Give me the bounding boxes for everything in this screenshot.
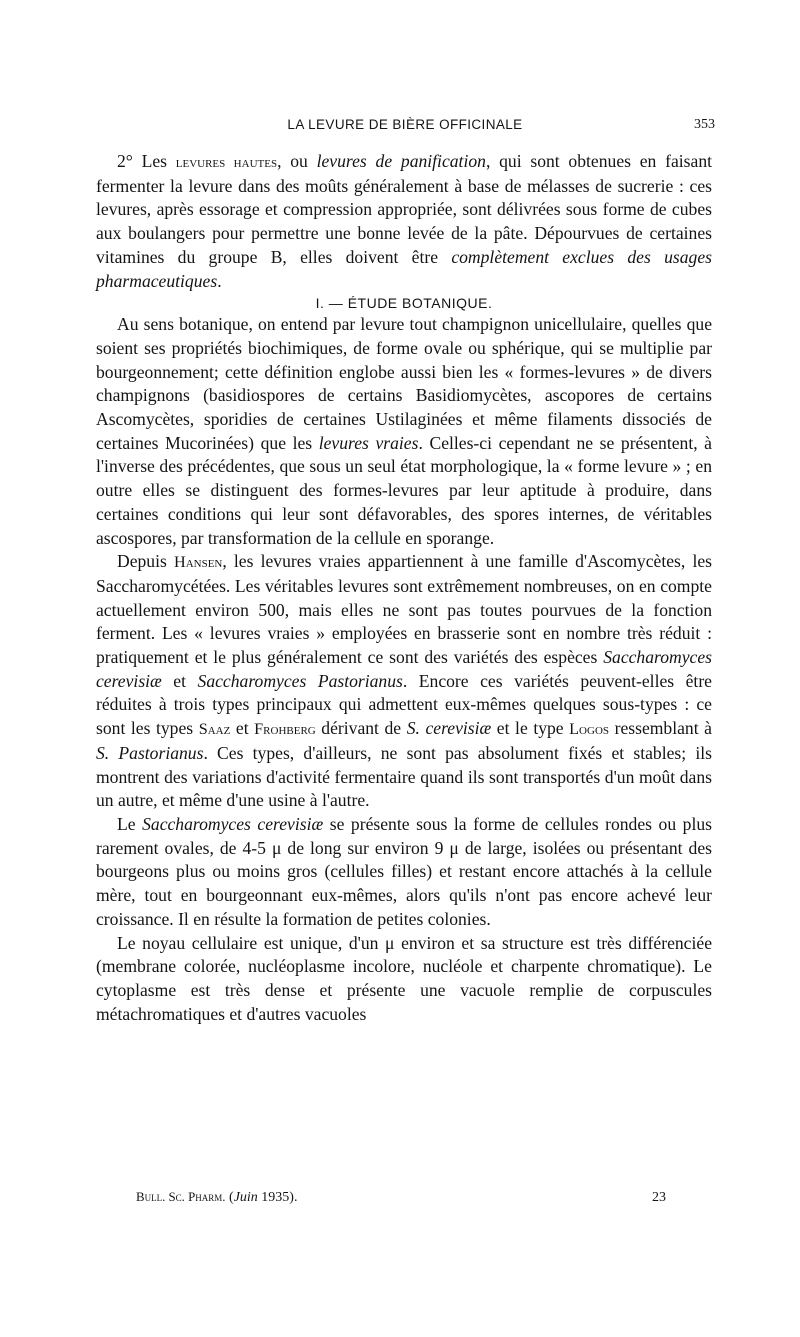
paragraph-hansen bbox=[96, 550, 712, 813]
signature-mark: 23 bbox=[652, 1190, 666, 1205]
italic-run: levures de panification bbox=[316, 151, 486, 171]
text-run: dérivant de bbox=[315, 718, 407, 739]
italic-run: Saccharomyces Pastorianus bbox=[197, 670, 403, 691]
running-title: LA LEVURE DE BIÈRE OFFICINALE bbox=[287, 117, 523, 132]
italic-run: S. Pastorianus bbox=[96, 742, 204, 763]
text-run: Le bbox=[117, 813, 143, 834]
page-footer bbox=[136, 1190, 666, 1210]
issue-year: 1935). bbox=[257, 1190, 298, 1205]
text-run: , ou bbox=[277, 151, 317, 171]
italic-run: levures vraies bbox=[318, 432, 419, 453]
author-name: Hansen bbox=[174, 553, 223, 572]
text-run: Depuis bbox=[117, 551, 174, 572]
paragraph-cerevisiae bbox=[96, 813, 712, 932]
text-run: et bbox=[161, 670, 198, 691]
page-number: 353 bbox=[694, 117, 715, 132]
text-run: se présente sous la forme de cellules rondes ou plus rarement ovales, de 4-5 μ de long sur environ 9 μ de large, isolées ou présentant des bourgeons plus ou moins gros (cellules filles) et restant encore attachés à la cellule mère, tout en bourgeonnant eux-mêmes, alors qu'ils n'ont pas encore achevé leur croissance. Il en résulte la formation de petites colonies. bbox=[96, 813, 712, 929]
text-run: Au sens botanique, on entend par levure tout champignon unicellulaire, quelles que soient ses propriétés biochimiques, de forme ovale ou sphérique, qui se multiplie par bourgeonnement; cette définition englobe aussi bien les « formes-levures » de divers champignons (basidiospores de certains Basidiomycètes, ascopores de certains Ascomycètes, sporidies de certaines Ustilaginées et même filaments dissociés de certaines Mucorinées) que les bbox=[96, 314, 712, 453]
paragraph-levures-hautes bbox=[96, 150, 712, 293]
type-name: Frohberg bbox=[254, 720, 316, 739]
text-run: . Celles-ci cependant ne se présentent, à l'inverse des précédentes, que sous un seul état morphologique, la « forme levure » ; en outre elles se distinguent des formes-levures par leur aptitude à produire, dans certaines conditions qui leur sont défavorables, des spores internes, de véritables ascospores, par transformation de la cellule en sporange. bbox=[96, 432, 712, 548]
section-heading: I. — ÉTUDE BOTANIQUE. bbox=[315, 295, 493, 312]
paragraph-noyau bbox=[96, 932, 712, 1027]
text-run: . Encore ces variétés peuvent-elles être réduites à trois types principaux qui admettent eux-mêmes quelques sous-types : ce sont les types bbox=[96, 670, 712, 739]
italic-run: Saccharomyces cerevisiæ bbox=[142, 813, 324, 834]
text-run: , les levures vraies appartiennent à une famille d'Ascomycètes, les Saccharomycétées. Les véritables levures sont extrêmement nombreuses, on en compte actuellement environ 500, mais elles ne sont pas toutes pourvues de la fonction ferment. Les « levures vraies » employées en brasserie sont en nombre très réduit : pratiquement et le plus généralement ce sont des variétés des espèces bbox=[96, 551, 712, 668]
text-run: , qui sont obtenues en faisant fermenter la levure dans des moûts généralement à base de mélasses de sucrerie : ces levures, après essorage et compression appropriée, sont délivrées sous forme de cubes aux boulangers pour permettre une bonne levée de la pâte. Dépourvues de certaines vitamines du groupe B, elles doivent être bbox=[96, 151, 713, 267]
text-run: ressemblant à bbox=[609, 718, 712, 739]
journal-reference bbox=[136, 1190, 297, 1206]
italic-run: complètement exclues des usages pharmaceutiques bbox=[96, 246, 712, 291]
term-levures-hautes: levures hautes bbox=[175, 153, 278, 171]
issue-month: Juin bbox=[233, 1190, 258, 1205]
running-head bbox=[95, 117, 715, 137]
text-run: et bbox=[230, 718, 255, 739]
text-run: ( bbox=[225, 1190, 234, 1205]
paragraph-sens-botanique bbox=[96, 313, 712, 550]
text-run: 2° Les bbox=[117, 151, 176, 171]
type-name: Logos bbox=[569, 720, 610, 739]
text-run: Le noyau cellulaire est unique, d'un μ environ et sa structure est très différenciée (membrane colorée, nucléoplasme incolore, nucléole et charpente chromatique). Le cytoplasme est très dense et présente une vacuole remplie de corpuscules métachromatiques et d'autres vacuoles bbox=[96, 932, 712, 1024]
text-run: et le type bbox=[491, 718, 570, 739]
text-run: . Ces types, d'ailleurs, ne sont pas absolument fixés et stables; ils montrent des variations d'activité fermentaire quand ils sont transportés d'un moût dans un autre, et même d'une usine à l'autre. bbox=[96, 742, 712, 811]
italic-run: S. cerevisiæ bbox=[406, 718, 492, 739]
body-text bbox=[96, 150, 712, 1026]
type-name: Saaz bbox=[198, 720, 231, 739]
journal-name: Bull. Sc. Pharm. bbox=[136, 1190, 226, 1204]
italic-run: Saccharomyces cerevisiæ bbox=[96, 647, 712, 691]
text-run: . bbox=[217, 270, 222, 291]
